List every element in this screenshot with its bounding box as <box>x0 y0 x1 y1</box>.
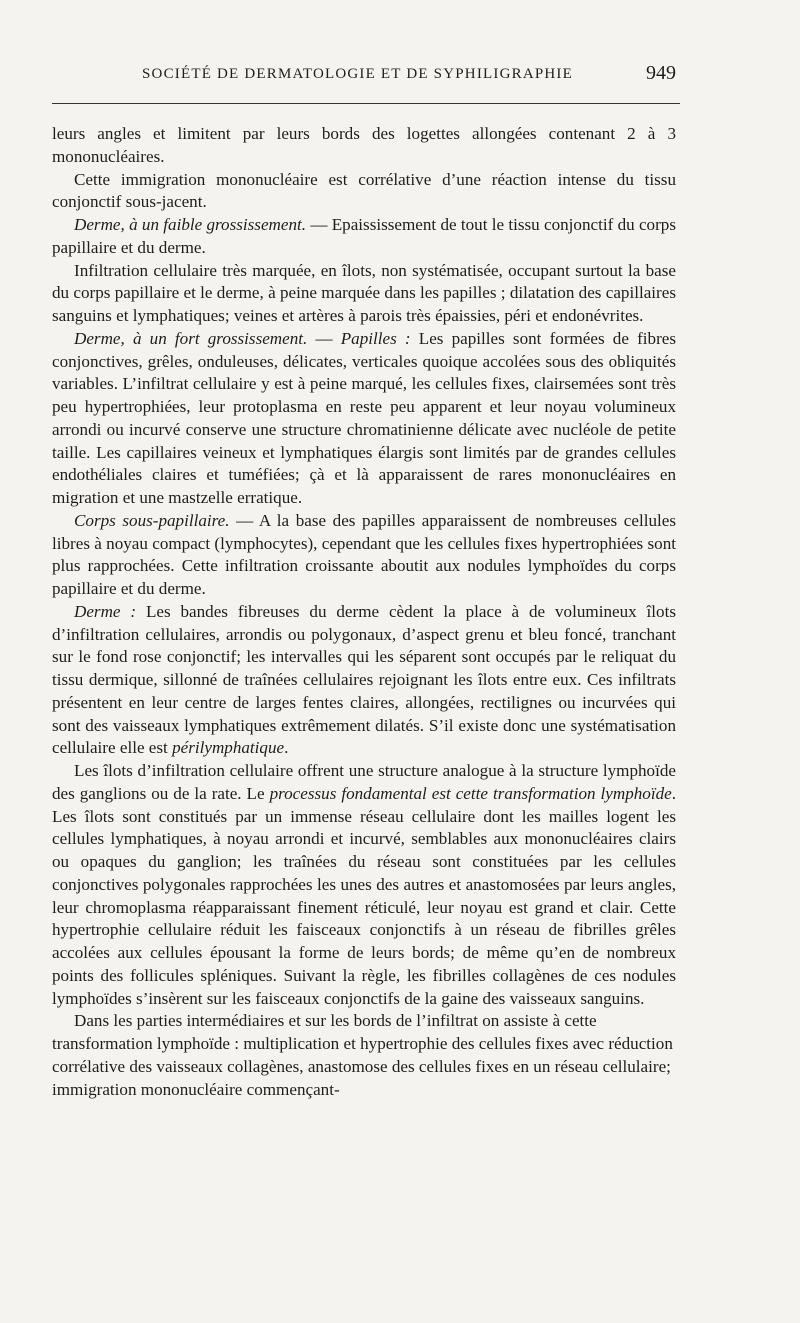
text-segment: . <box>284 738 289 758</box>
paragraph <box>52 510 676 601</box>
italic-text-segment: Derme : <box>74 601 137 621</box>
paragraph <box>52 169 676 215</box>
italic-text-segment: Derme, à un faible grossissement. <box>74 215 307 234</box>
text-segment: — A la base des papilles apparaissent de nombreuses cellules libres à noyau compact (lymphocytes), cependant que les cellules fixes hypertrophiées sont plus rapprochées. Cette infiltration croissante aboutit aux nodules lymphoïdes du corps papillaire et du derme. <box>52 510 676 598</box>
paragraph <box>52 260 676 328</box>
text-segment: Dans les parties intermédiaires et sur les bords de l’infiltrat on assiste à cette transformation lymphoïde : multiplication et hypertrophie des cellules fixes avec réduction corrélative des vaisseaux collagènes, anastomose des cellules fixes en un réseau cellulaire; immigration mononucléaire commençant- <box>52 1011 673 1099</box>
paragraph <box>52 1010 676 1101</box>
italic-text-segment: Papilles : <box>340 328 411 348</box>
text-segment: . Les îlots sont constitués par un immense réseau cellulaire dont les mailles logent les cellules lymphatiques, à noyau arrondi et incurvé, semblables aux mononucléaires clairs ou opaques du ganglion; les traînées du réseau sont constituées par les cellules conjonctives polygonales rapprochées les unes des autres et anastomosées par leurs angles, leur chromoplasma réapparaissant finement réticulé, leur noyau est grand et clair. Cette hypertrophie cellulaire réduit les faisceaux conjonctifs à un réseau de fibrilles grêles accolées aux cellules épousant la forme de leurs bords; de même qu’en de nombreux points des follicules spléniques. Suivant la règle, les fibrilles collagènes de ces nodules lymphoïdes s’insèrent sur les faisceaux conjonctifs de la gaine des vaisseaux sanguins. <box>52 783 676 1008</box>
italic-text-segment: processus fondamental est cette transformation lymphoïde <box>269 783 672 803</box>
text-segment: Cette immigration mononucléaire est corrélative d’une réaction intense du tissu conjonctif sous-jacent. <box>52 169 676 212</box>
paragraph <box>52 760 676 1010</box>
italic-text-segment: Corps sous-papillaire. <box>74 510 230 530</box>
text-segment: Les îlots d’infiltration cellulaire offrent une structure analogue à la structure lymphoïde des ganglions ou de la rate. Le <box>52 761 676 803</box>
text-segment: — <box>307 328 341 348</box>
text-segment: — Epaississement de tout le tissu conjonctif du corps papillaire et du derme. <box>52 215 676 257</box>
running-title: SOCIÉTÉ DE DERMATOLOGIE ET DE SYPHILIGRAPHIE <box>142 66 573 82</box>
header-rule <box>52 103 680 104</box>
paragraph <box>52 123 676 169</box>
page-number: 949 <box>646 62 676 84</box>
text-segment: Infiltration cellulaire très marquée, en îlots, non systématisée, occupant surtout la base du corps papillaire et le derme, à peine marquée dans les papilles ; dilatation des capillaires sanguins et lymphatiques; veines et artères à parois très épaissies, péri et endonévrites. <box>52 260 676 325</box>
text-segment: Les papilles sont formées de fibres conjonctives, grêles, onduleuses, délicates, verticales quoique accolées sous des obliquités variables. L’infiltrat cellulaire y est à peine marqué, les cellules fixes, clairsemées sont très peu hypertrophiées, leur protoplasma en reste peu apparent et leur noyau volumineux arrondi ou incurvé conserve une structure chromatinienne délicate avec nucléole de petite taille. Les capillaires veineux et lymphatiques élargis sont limités par de grandes cellules endothéliales claires et tuméfiées; çà et là apparaissent de rares mononucléaires en migration et une mastzelle erratique. <box>52 328 677 507</box>
page-header <box>52 64 680 90</box>
text-segment: Les bandes fibreuses du derme cèdent la place à de volumineux îlots d’infiltration cellulaires, arrondis ou polygonaux, d’aspect grenu et bleu foncé, tranchant sur le fond rose conjonctif; les intervalles qui les séparent sont occupés par le reliquat du tissu dermique, sillonné de traînées cellulaires rejoignant les îlots entre eux. Ces infiltrats présentent en leur centre de larges fentes claires, allongées, rectilignes ou incurvées qui sont des vaisseaux lymphatiques extrêmement dilatés. S’il existe donc une systématisation cellulaire elle est <box>52 601 676 758</box>
paragraph <box>52 328 676 510</box>
paragraph <box>52 601 676 760</box>
italic-text-segment: périlymphatique <box>172 738 285 758</box>
text-segment: leurs angles et limitent par leurs bords des logettes allongées contenant 2 à 3 mononucléaires. <box>52 124 676 166</box>
paragraph <box>52 214 676 260</box>
italic-text-segment: Derme, à un fort grossissement. <box>74 328 308 348</box>
body-text <box>52 123 676 1101</box>
